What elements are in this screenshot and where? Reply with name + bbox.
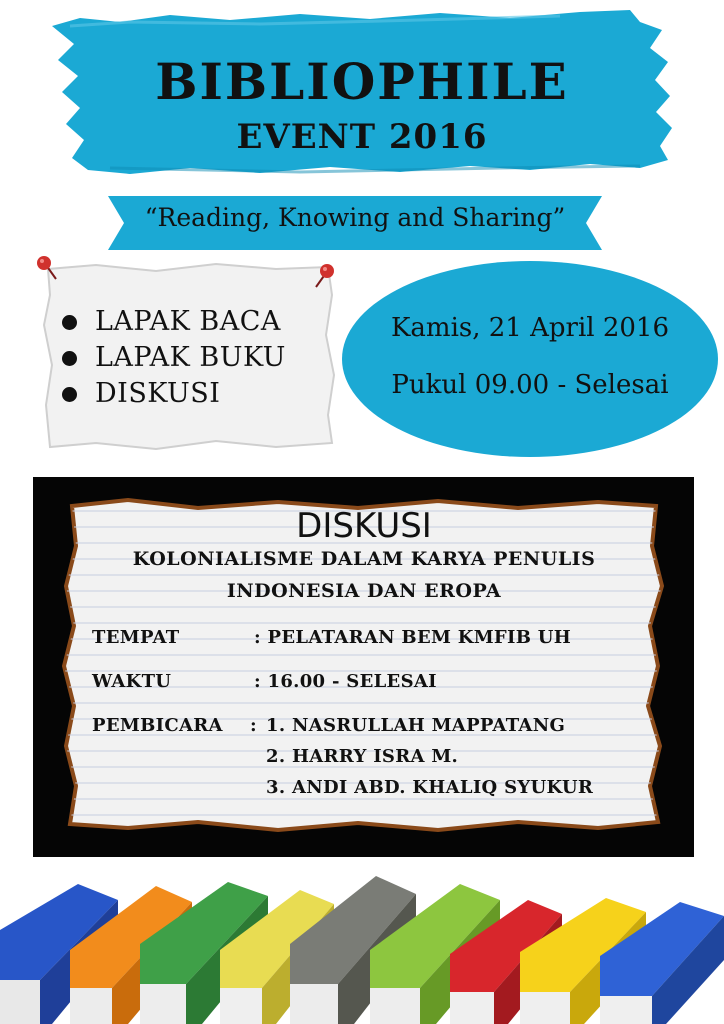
discussion-heading: DISKUSI <box>296 506 432 546</box>
date-ellipse <box>338 258 722 460</box>
activity-label: DISKUSI <box>95 378 221 409</box>
bullet-icon <box>62 387 77 402</box>
speakers-label: PEMBICARA <box>92 715 223 736</box>
speaker-item: 3. ANDI ABD. KHALIQ SYUKUR <box>266 777 594 798</box>
event-date: Kamis, 21 April 2016 <box>390 313 670 343</box>
activity-label: LAPAK BUKU <box>95 342 286 373</box>
event-title: BIBLIOPHILE <box>155 52 569 111</box>
event-subtitle: EVENT 2016 <box>236 117 488 157</box>
activity-label: LAPAK BACA <box>95 306 281 337</box>
discussion-topic-line-2: INDONESIA DAN EROPA <box>226 580 502 602</box>
activity-list <box>62 304 286 412</box>
list-item <box>62 340 286 376</box>
discussion-topic-line-1: KOLONIALISME DALAM KARYA PENULIS <box>132 548 596 570</box>
venue-value: : PELATARAN BEM KMFIB UH <box>254 627 572 648</box>
pushpin-icon <box>37 256 56 279</box>
books-illustration <box>0 860 724 1024</box>
speaker-item: 1. NASRULLAH MAPPATANG <box>266 715 566 736</box>
tagline: “Reading, Knowing and Sharing” <box>144 203 566 232</box>
venue-label: TEMPAT <box>92 627 180 648</box>
event-time: Pukul 09.00 - Selesai <box>391 370 669 400</box>
bullet-icon <box>62 315 77 330</box>
time-label: WAKTU <box>92 671 172 692</box>
speaker-item: 2. HARRY ISRA M. <box>266 746 459 767</box>
bullet-icon <box>62 351 77 366</box>
list-item <box>62 376 286 412</box>
time-value: : 16.00 - SELESAI <box>254 671 437 692</box>
list-item <box>62 304 286 340</box>
speakers-separator: : <box>250 715 257 736</box>
